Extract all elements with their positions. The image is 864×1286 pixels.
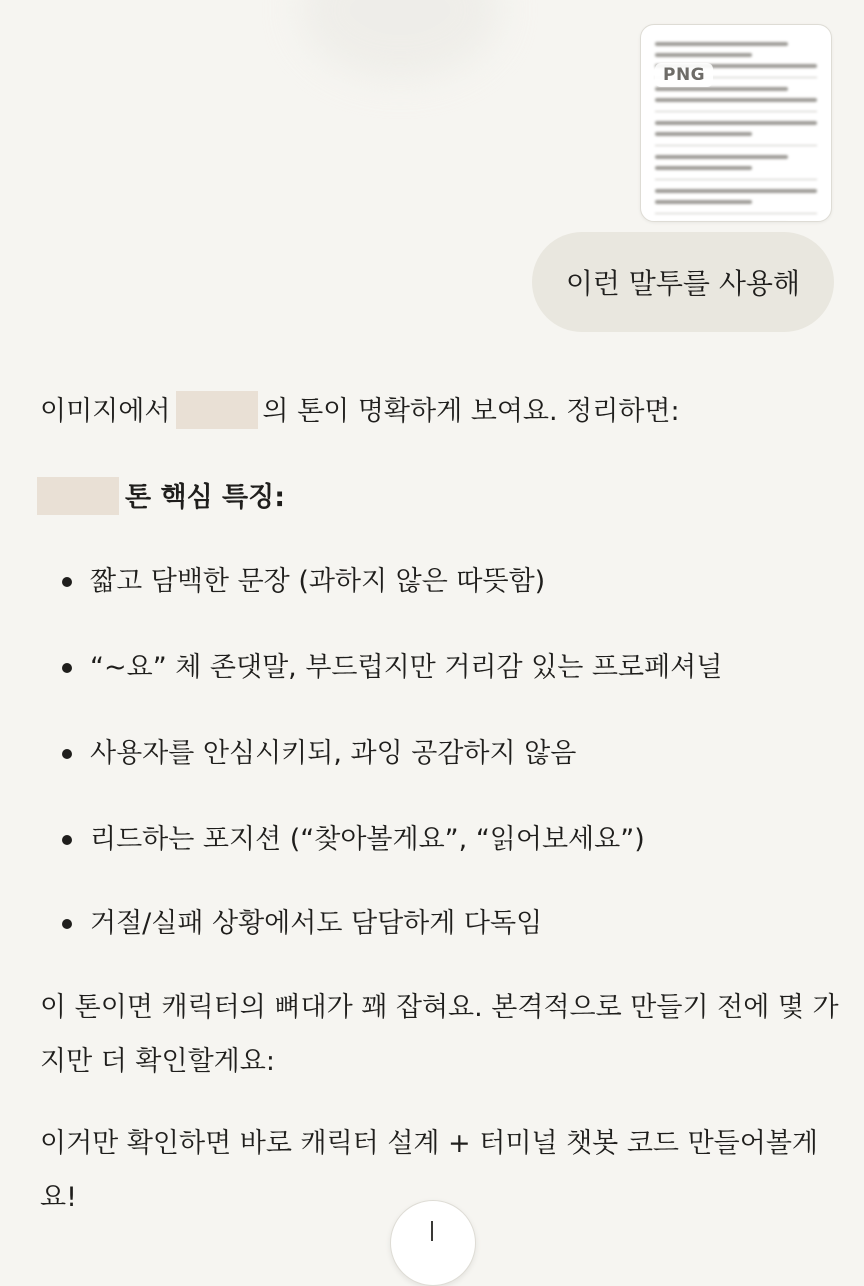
paragraph-line: 이 톤이면 캐릭터의 뼈대가 꽤 잡혀요. 본격적으로 만들기 전에 몇 가 — [40, 992, 839, 1023]
arrow-down-icon — [431, 1221, 433, 1241]
top-fade — [300, 0, 500, 80]
redacted-name — [37, 477, 119, 515]
list-item: 짧고 담백한 문장 (과하지 않은 따뜻함) — [90, 566, 546, 597]
list-item: 거절/실패 상황에서도 담담하게 다독임 — [90, 908, 543, 939]
section-heading: 톤 핵심 특징: — [125, 482, 286, 513]
bullet-dot — [62, 749, 72, 759]
user-message-bubble — [532, 232, 834, 332]
list-item: 리드하는 포지션 (“찾아볼게요”, “읽어보세요”) — [90, 824, 645, 855]
bullet-dot — [62, 919, 72, 929]
scroll-down-button[interactable] — [390, 1200, 476, 1286]
document-preview — [641, 25, 831, 221]
redacted-name — [176, 391, 258, 429]
list-item: “~요” 체 존댓말, 부드럽지만 거리감 있는 프로페셔널 — [90, 652, 723, 683]
intro-line — [40, 390, 680, 434]
image-attachment-thumbnail[interactable] — [640, 24, 832, 222]
heading-line — [37, 476, 285, 520]
intro-text-before: 이미지에서 — [40, 396, 171, 427]
paragraph-line: 요! — [40, 1182, 77, 1213]
bullet-dot — [62, 835, 72, 845]
intro-text-after: 의 톤이 명확하게 보여요. 정리하면: — [262, 396, 680, 427]
bullet-dot — [62, 577, 72, 587]
user-message-text: 이런 말투를 사용해 — [565, 267, 800, 300]
paragraph-line: 이거만 확인하면 바로 캐릭터 설계 + 터미널 챗봇 코드 만들어볼게 — [40, 1128, 818, 1159]
bullet-dot — [62, 663, 72, 673]
list-item: 사용자를 안심시키되, 과잉 공감하지 않음 — [90, 738, 577, 769]
paragraph-line: 지만 더 확인할게요: — [40, 1046, 275, 1077]
file-type-badge: PNG — [655, 63, 713, 87]
